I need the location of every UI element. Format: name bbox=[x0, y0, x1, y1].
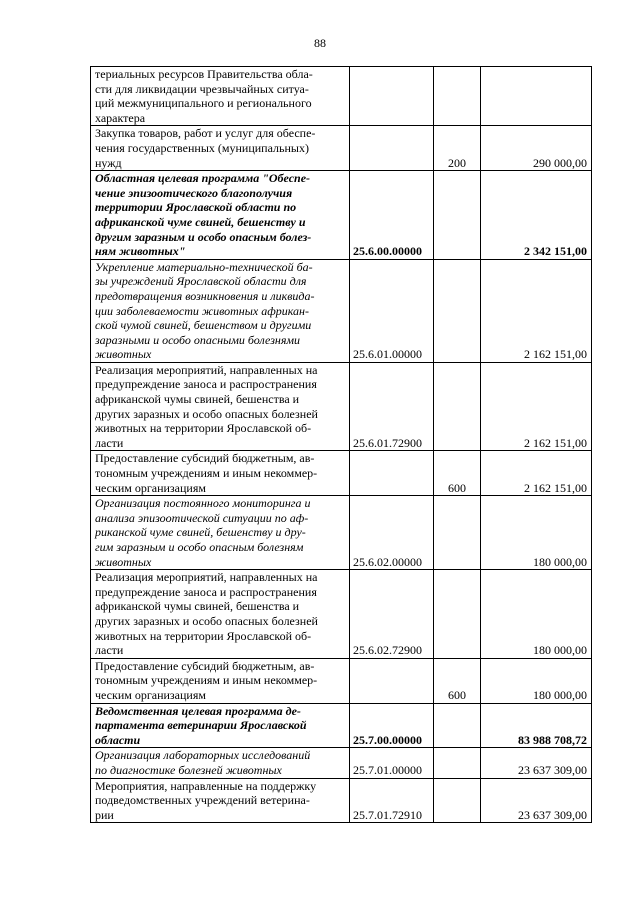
row-name-line: ций межмуниципального и регионального bbox=[95, 96, 312, 111]
row-name-line: животных bbox=[95, 554, 152, 569]
row-name-cell bbox=[91, 126, 350, 171]
row-name-line: анализа эпизоотической ситуации по аф- bbox=[95, 510, 309, 525]
row-sum-cell: 180 000,00 bbox=[481, 658, 592, 703]
row-name-line: зы учреждений Ярославской области для bbox=[95, 274, 307, 289]
row-name-line: африканской чуме свиней, бешенству и bbox=[95, 214, 306, 229]
row-name-line: Областная целевая программа "Обеспе- bbox=[95, 171, 311, 186]
table-row bbox=[91, 362, 592, 451]
row-name-line: Закупка товаров, работ и услуг для обеспе- bbox=[95, 126, 316, 141]
row-code-cell: 25.6.02.72900 bbox=[350, 570, 434, 659]
table-row bbox=[91, 570, 592, 659]
row-name-line: африканской чумы свиней, бешенства и bbox=[95, 392, 300, 407]
row-expense-type-cell bbox=[434, 362, 481, 451]
row-sum-cell bbox=[481, 67, 592, 126]
row-name-line: ласти bbox=[95, 435, 124, 450]
row-name-cell bbox=[91, 67, 350, 126]
row-name-line: ческим организациям bbox=[95, 480, 206, 495]
row-sum-cell: 2 162 151,00 bbox=[481, 362, 592, 451]
subprogram-row bbox=[91, 259, 592, 362]
row-name-line: другим заразным и особо опасным болез- bbox=[95, 229, 312, 244]
row-name-line: тономным учреждениям и иным некоммер- bbox=[95, 466, 318, 481]
row-name-line: партамента ветеринарии Ярославской bbox=[95, 718, 307, 733]
row-name-line: предупреждение заноса и распространения bbox=[95, 584, 317, 599]
row-name-line: териальных ресурсов Правительства обла- bbox=[95, 67, 313, 81]
row-expense-type-cell: 600 bbox=[434, 658, 481, 703]
subprogram-row bbox=[91, 748, 592, 778]
row-sum-cell: 180 000,00 bbox=[481, 496, 592, 570]
row-code-cell: 25.6.01.00000 bbox=[350, 259, 434, 362]
row-name-line: сти для ликвидации чрезвычайных ситуа- bbox=[95, 81, 309, 96]
row-name-line: по диагностике болезней животных bbox=[95, 762, 282, 777]
row-name-line: риканской чуме свиней, бешенству и дру- bbox=[95, 525, 306, 540]
row-name-line: гим заразным и особо опасным болезням bbox=[95, 540, 304, 554]
row-expense-type-cell bbox=[434, 171, 481, 260]
row-sum-cell: 290 000,00 bbox=[481, 126, 592, 171]
row-sum-cell: 2 162 151,00 bbox=[481, 451, 592, 496]
row-name-line: области bbox=[95, 732, 141, 747]
row-name-cell bbox=[91, 778, 350, 823]
row-expense-type-cell bbox=[434, 570, 481, 659]
row-sum-cell: 2 162 151,00 bbox=[481, 259, 592, 362]
row-name-line: заразными и особо опасными болезнями bbox=[95, 332, 301, 347]
row-name-cell bbox=[91, 748, 350, 778]
row-name-line: Реализация мероприятий, направленных на bbox=[95, 570, 318, 585]
row-name-line: чения государственных (муниципальных) bbox=[95, 140, 309, 155]
table-row bbox=[91, 451, 592, 496]
row-name-line: характера bbox=[95, 110, 146, 125]
row-name-line: других заразных и особо опасных болезней bbox=[95, 613, 318, 628]
row-expense-type-cell: 200 bbox=[434, 126, 481, 171]
row-expense-type-cell: 600 bbox=[434, 451, 481, 496]
row-name-cell bbox=[91, 703, 350, 748]
page-number: 88 bbox=[314, 36, 326, 50]
row-name-line: ской чумой свиней, бешенством и другими bbox=[95, 318, 312, 333]
row-name-cell bbox=[91, 259, 350, 362]
row-code-cell bbox=[350, 67, 434, 126]
row-code-cell bbox=[350, 126, 434, 171]
table-row bbox=[91, 67, 592, 126]
row-name-line: чение эпизоотического благополучия bbox=[95, 185, 293, 200]
row-code-cell: 25.7.01.72910 bbox=[350, 778, 434, 823]
budget-table-body bbox=[91, 67, 592, 823]
budget-table bbox=[90, 66, 592, 823]
program-row bbox=[91, 171, 592, 260]
row-name-cell bbox=[91, 496, 350, 570]
row-code-cell: 25.6.00.00000 bbox=[350, 171, 434, 260]
row-code-cell: 25.7.00.00000 bbox=[350, 703, 434, 748]
row-expense-type-cell bbox=[434, 778, 481, 823]
subprogram-row bbox=[91, 496, 592, 570]
row-name-cell bbox=[91, 570, 350, 659]
row-code-cell bbox=[350, 451, 434, 496]
row-name-line: предотвращения возникновения и ликвида- bbox=[95, 288, 315, 303]
program-row bbox=[91, 703, 592, 748]
row-name-line: территории Ярославской области по bbox=[95, 200, 297, 215]
table-row bbox=[91, 126, 592, 171]
row-expense-type-cell bbox=[434, 259, 481, 362]
row-sum-cell: 180 000,00 bbox=[481, 570, 592, 659]
row-name-line: Ведомственная целевая программа де- bbox=[95, 703, 301, 718]
row-name-line: других заразных и особо опасных болезней bbox=[95, 406, 318, 421]
row-code-cell: 25.7.01.00000 bbox=[350, 748, 434, 778]
row-name-line: Организация лабораторных исследований bbox=[95, 748, 311, 763]
row-name-cell bbox=[91, 451, 350, 496]
row-name-line: Мероприятия, направленные на поддержку bbox=[95, 778, 317, 793]
row-name-line: рии bbox=[95, 807, 114, 822]
row-code-cell: 25.6.02.00000 bbox=[350, 496, 434, 570]
row-name-line: ням животных" bbox=[95, 244, 186, 259]
row-name-line: животных bbox=[95, 347, 152, 362]
row-name-line: животных на территории Ярославской об- bbox=[95, 421, 312, 436]
row-name-line: подведомственных учреждений ветерина- bbox=[95, 793, 310, 808]
row-name-line: предупреждение заноса и распространения bbox=[95, 377, 317, 392]
row-name-line: Организация постоянного мониторинга и bbox=[95, 496, 311, 511]
row-code-cell bbox=[350, 658, 434, 703]
row-name-line: ческим организациям bbox=[95, 687, 206, 702]
row-name-line: африканской чумы свиней, бешенства и bbox=[95, 599, 300, 614]
row-sum-cell: 23 637 309,00 bbox=[481, 778, 592, 823]
row-sum-cell: 23 637 309,00 bbox=[481, 748, 592, 778]
table-row bbox=[91, 658, 592, 703]
row-name-cell bbox=[91, 658, 350, 703]
row-name-line: Реализация мероприятий, направленных на bbox=[95, 362, 318, 377]
row-code-cell: 25.6.01.72900 bbox=[350, 362, 434, 451]
row-expense-type-cell bbox=[434, 67, 481, 126]
row-sum-cell: 83 988 708,72 bbox=[481, 703, 592, 748]
row-sum-cell: 2 342 151,00 bbox=[481, 171, 592, 260]
row-name-line: Предоставление субсидий бюджетным, ав- bbox=[95, 451, 315, 466]
row-name-cell bbox=[91, 362, 350, 451]
row-name-cell bbox=[91, 171, 350, 260]
row-name-line: животных на территории Ярославской об- bbox=[95, 628, 312, 643]
row-name-line: нужд bbox=[95, 155, 122, 170]
row-name-line: Укрепление материально-технической ба- bbox=[95, 259, 313, 274]
row-expense-type-cell bbox=[434, 703, 481, 748]
row-expense-type-cell bbox=[434, 496, 481, 570]
table-row bbox=[91, 778, 592, 823]
row-name-line: ласти bbox=[95, 643, 124, 658]
row-name-line: Предоставление субсидий бюджетным, ав- bbox=[95, 658, 315, 673]
row-name-line: ции заболеваемости животных африкан- bbox=[95, 303, 309, 318]
row-name-line: тономным учреждениям и иным некоммер- bbox=[95, 673, 318, 688]
row-expense-type-cell bbox=[434, 748, 481, 778]
